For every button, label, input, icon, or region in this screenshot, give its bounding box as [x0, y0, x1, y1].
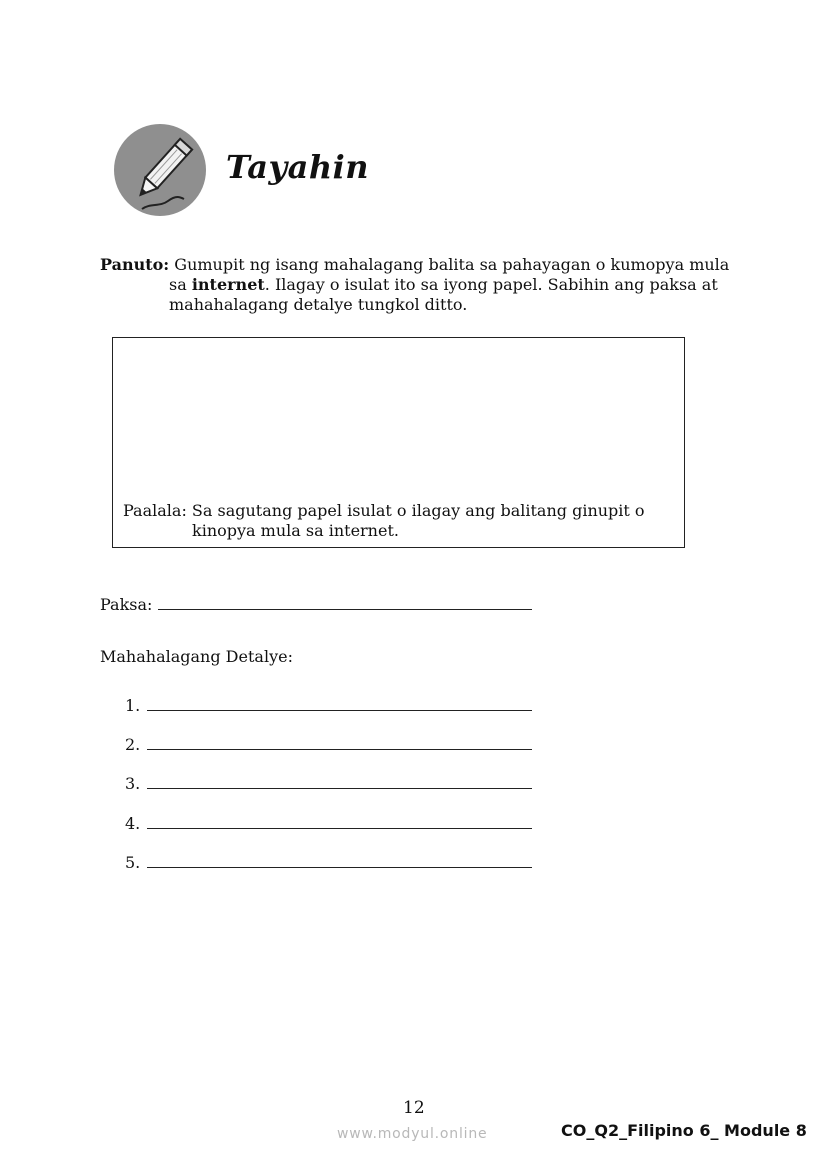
detail-number: 1.	[125, 696, 141, 715]
detail-item	[125, 853, 532, 873]
reminder-note	[123, 501, 683, 541]
section-title: Tayahin	[226, 148, 369, 186]
detail-blank[interactable]	[147, 853, 532, 868]
details-label: Mahahalagang Detalye:	[100, 647, 293, 666]
detail-blank[interactable]	[147, 814, 532, 829]
detail-number: 5.	[125, 853, 141, 872]
detail-number: 4.	[125, 814, 141, 833]
detail-item	[125, 735, 532, 755]
detail-item	[125, 696, 532, 716]
page-number: 12	[403, 1098, 425, 1118]
detail-blank[interactable]	[147, 774, 532, 789]
directions-line-1: Gumupit ng isang mahalagang balita sa pahayagan o kumopya mula	[174, 255, 730, 274]
topic-blank[interactable]	[158, 595, 532, 610]
directions-label: Panuto:	[100, 255, 170, 274]
reminder-line-2: kinopya mula sa internet.	[192, 521, 399, 540]
topic-label: Paksa:	[100, 595, 153, 614]
directions-line-2-suffix: . Ilagay o isulat ito sa iyong papel. Sabihin ang paksa at	[264, 275, 718, 294]
directions-line-3: mahahalagang detalye tungkol ditto.	[169, 295, 468, 314]
topic-field	[100, 595, 532, 615]
directions	[100, 255, 740, 315]
detail-number: 2.	[125, 735, 141, 754]
reminder-line-1: Paalala: Sa sagutang papel isulat o ilagay ang balitang ginupit o	[123, 501, 645, 520]
detail-item	[125, 774, 532, 794]
detail-blank[interactable]	[147, 696, 532, 711]
watermark: www.modyul.online	[337, 1126, 488, 1142]
directions-keyword: internet	[191, 275, 265, 294]
detail-number: 3.	[125, 774, 141, 793]
module-code: CO_Q2_Filipino 6_ Module 8	[561, 1121, 807, 1140]
detail-blank[interactable]	[147, 735, 532, 750]
pencil-icon	[112, 123, 208, 219]
directions-line-2-prefix: sa	[169, 275, 192, 294]
detail-item	[125, 814, 532, 834]
